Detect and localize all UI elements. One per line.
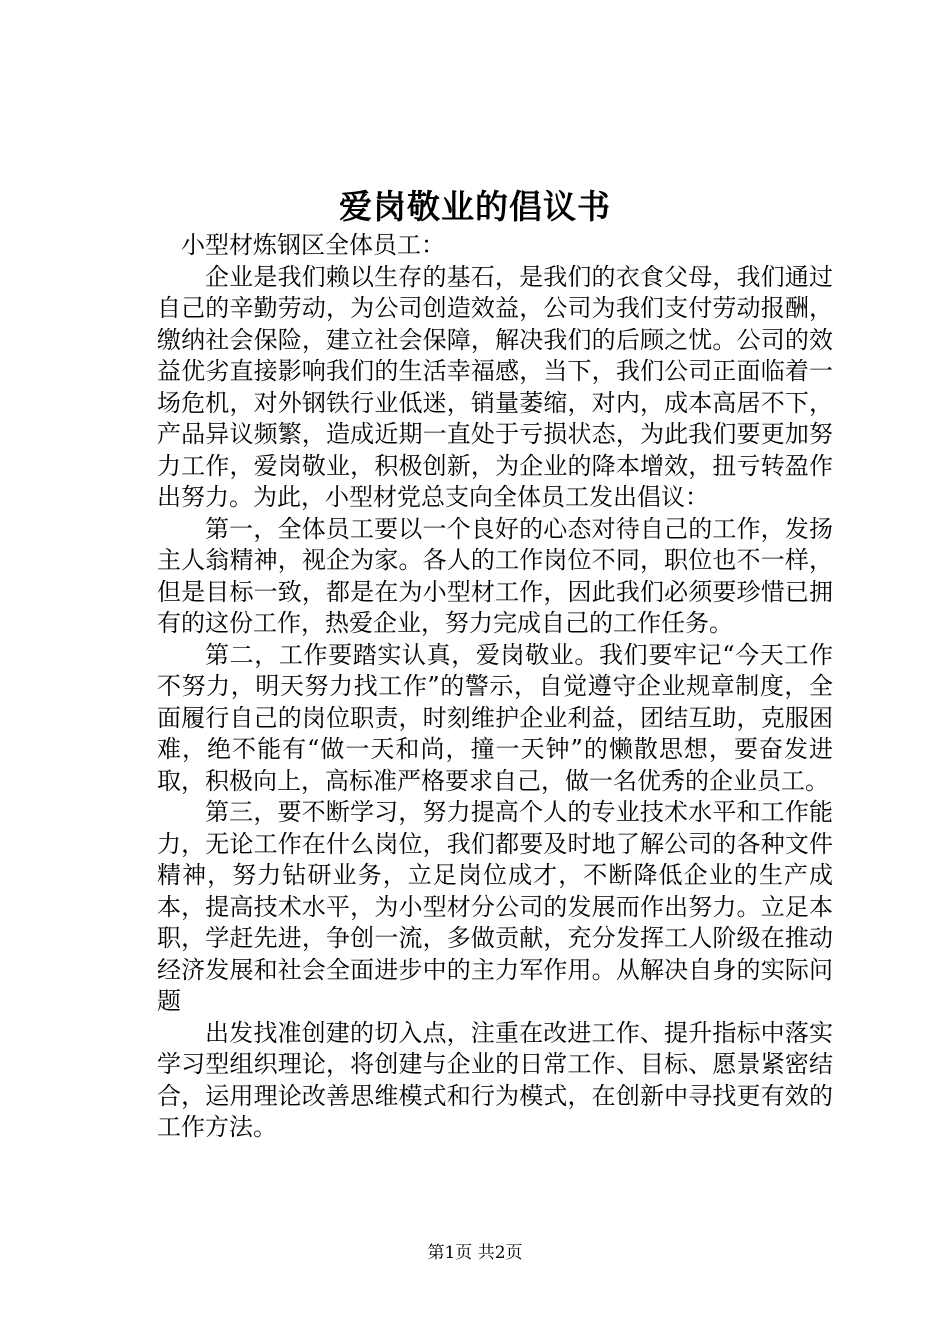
paragraph-second-point: 第二，工作要踏实认真，爱岗敬业。我们要牢记“今天工作不努力，明天努力找工作”的警示，自觉遵守企业规章制度，全面履行自己的岗位职责，时刻维护企业利益，团结互助，克服困难，绝不能有“做一天和尚，撞一天钟”的懒散思想，要奋发进取，积极向上，高标准严格要求自己，做一名优秀的企业员工。 (157, 640, 833, 795)
paragraph-continuation: 出发找准创建的切入点，注重在改进工作、提升指标中落实学习型组织理论，将创建与企业的日常工作、目标、愿景紧密结合，运用理论改善思维模式和行为模式，在创新中寻找更有效的工作方法。 (157, 1018, 833, 1141)
document-title: 爱岗敬业的倡议书 (339, 187, 611, 226)
paragraph-third-point: 第三，要不断学习，努力提高个人的专业技术水平和工作能力，无论工作在什么岗位，我们都要及时地了解公司的各种文件精神，努力钻研业务，立足岗位成才，不断降低企业的生产成本，提高技术水平，为小型材分公司的发展而作出努力。立足本职，学赶先进，争创一流，多做贡献，充分发挥工人阶级在推动经济发展和社会全面进步中的主力军作用。从解决自身的实际问题 (157, 798, 833, 1015)
salutation: 小型材炼钢区全体员工： (181, 231, 445, 259)
paragraph-first-point: 第一，全体员工要以一个良好的心态对待自己的工作，发扬主人翁精神，视企为家。各人的工作岗位不同，职位也不一样，但是目标一致，都是在为小型材工作，因此我们必须要珍惜已拥有的这份工作，热爱企业，努力完成自己的工作任务。 (157, 514, 833, 637)
paragraph-intro: 企业是我们赖以生存的基石，是我们的衣食父母，我们通过自己的辛勤劳动，为公司创造效益，公司为我们支付劳动报酬，缴纳社会保险，建立社会保障，解决我们的后顾之忧。公司的效益优劣直接影响我们的生活幸福感，当下，我们公司正面临着一场危机，对外钢铁行业低迷，销量萎缩，对内，成本高居不下，产品异议频繁，造成近期一直处于亏损状态，为此我们要更加努力工作，爱岗敬业，积极创新，为企业的降本增效，扭亏转盈作出努力。为此，小型材党总支向全体员工发出倡议： (157, 262, 833, 511)
page-number-footer: 第1页 共2页 (427, 1243, 523, 1263)
document-body (157, 230, 833, 1144)
